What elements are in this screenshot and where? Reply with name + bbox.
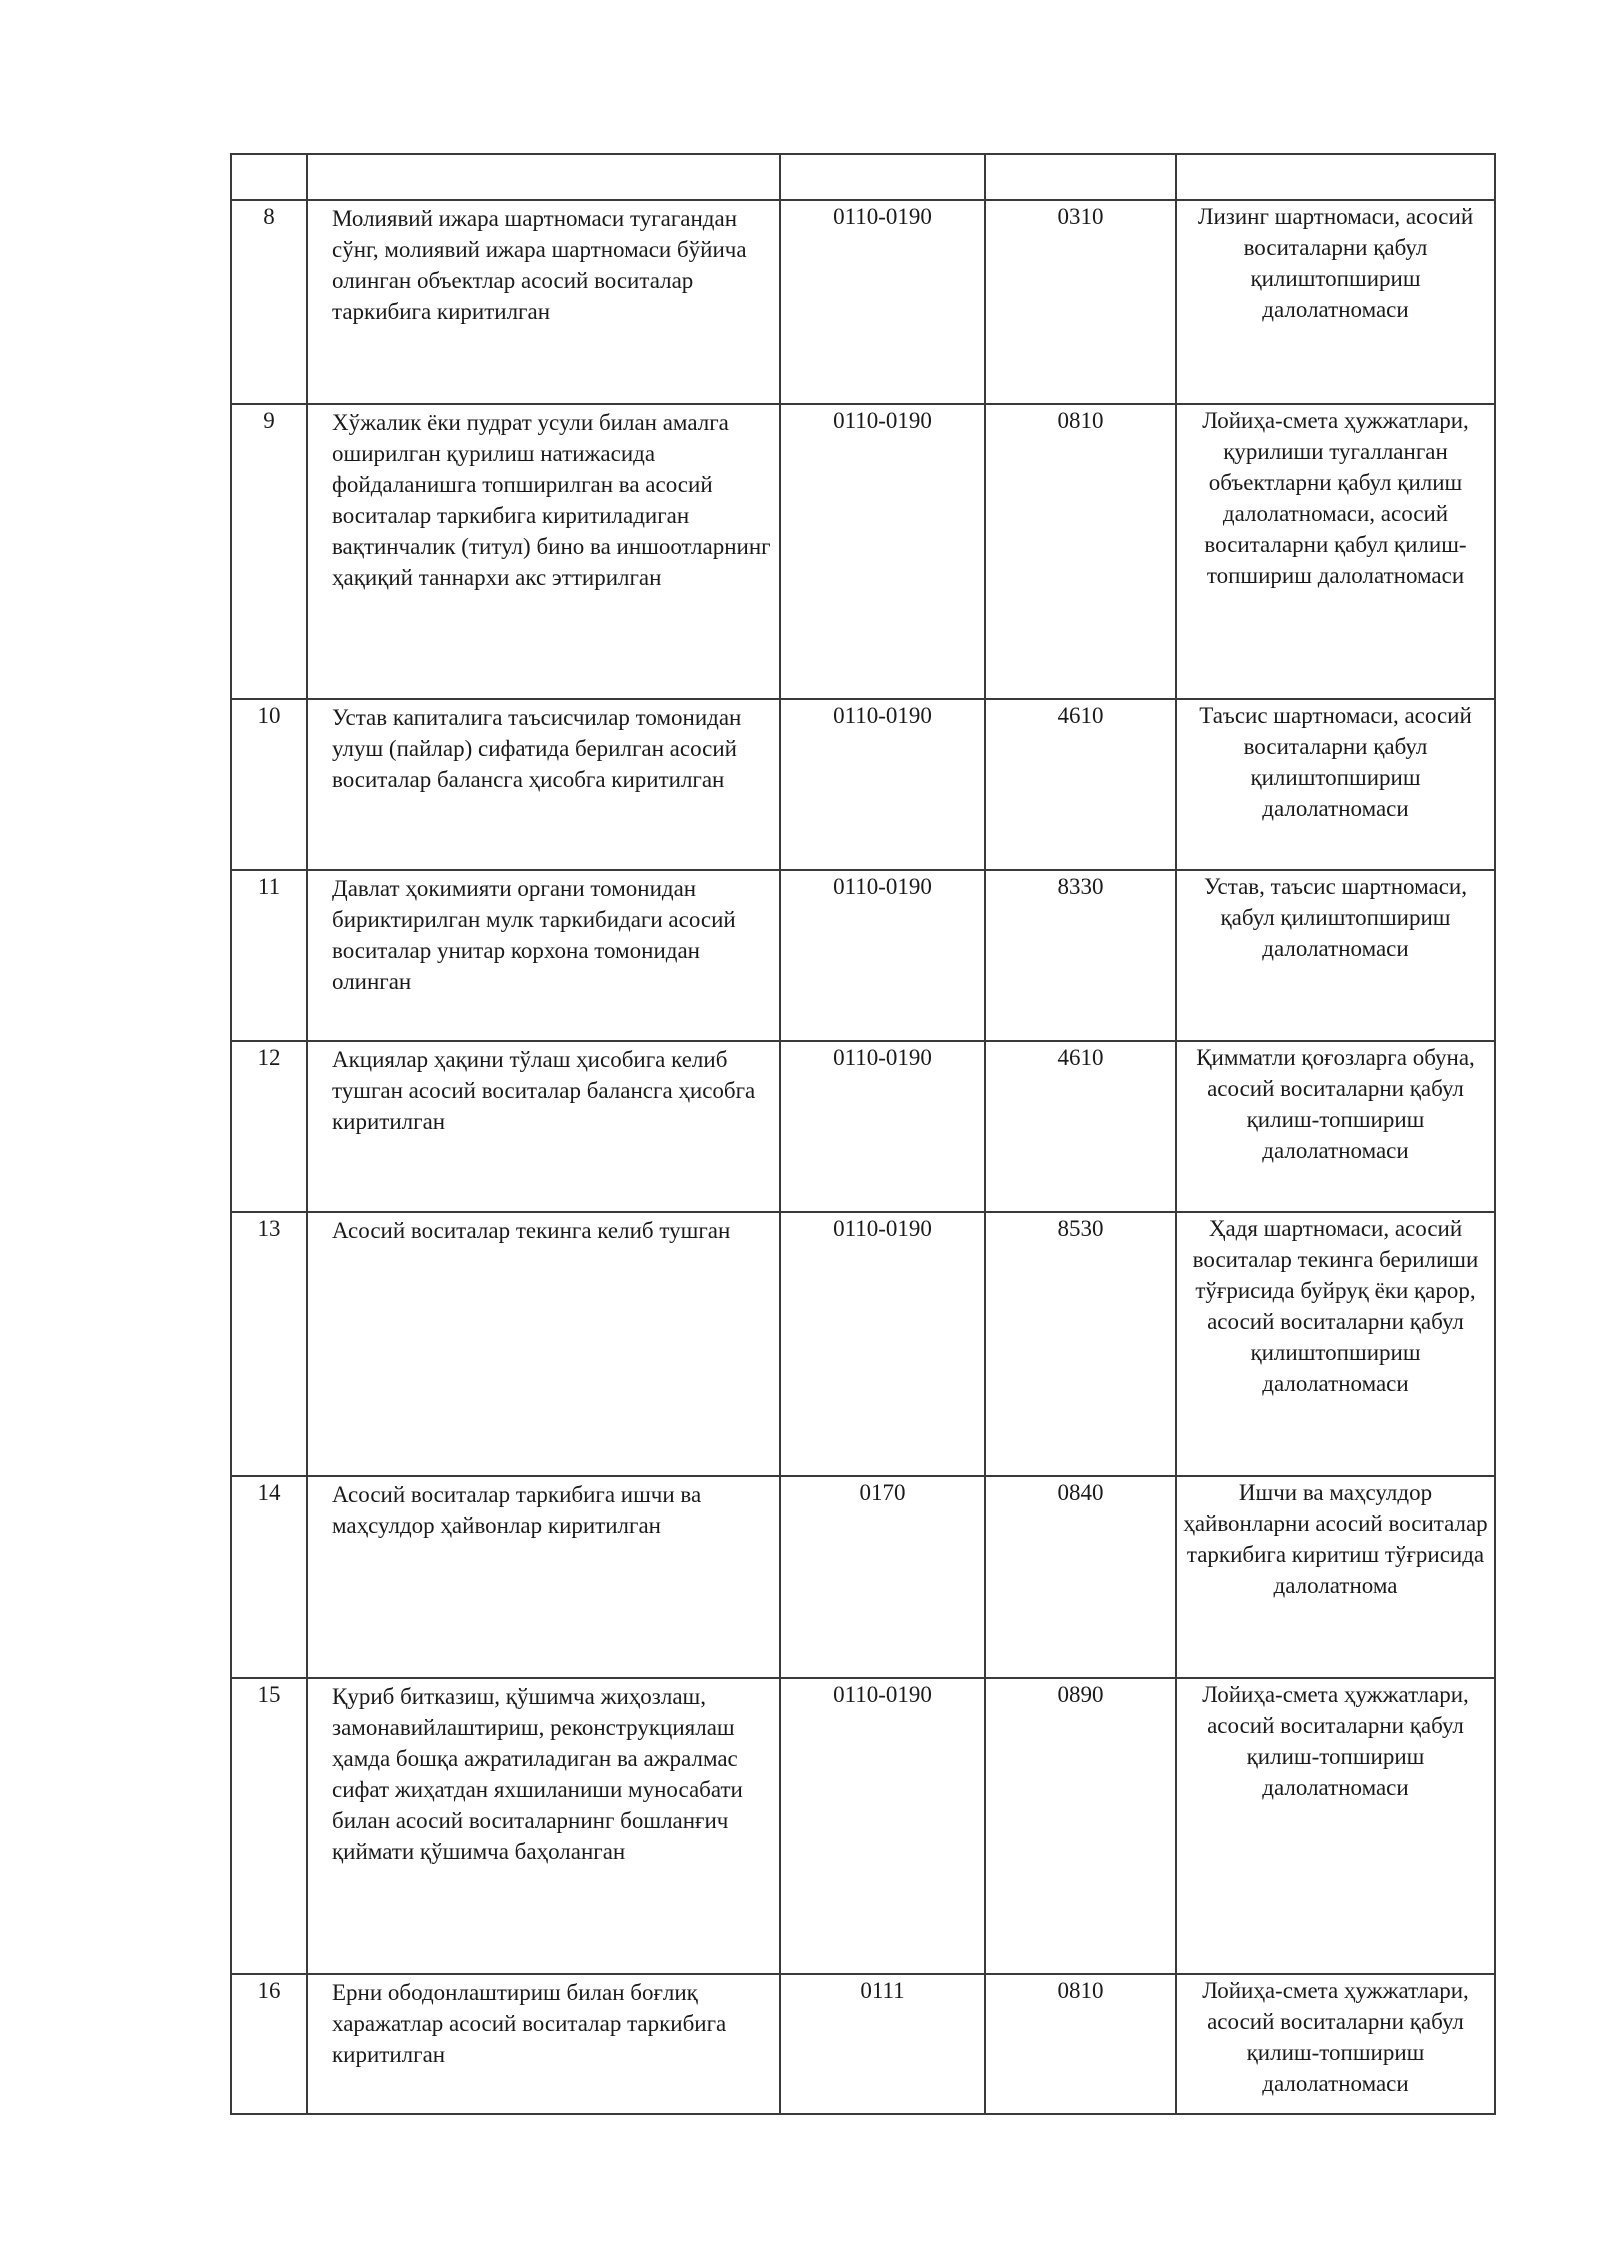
- header-cell-num: [231, 154, 307, 200]
- table-row: [231, 870, 1495, 1041]
- row-document: Қимматли қоғозларга обуна, асосий воситаларни қабул қилиш-топшириш далолатномаси: [1176, 1041, 1495, 1212]
- row-document: Лизинг шартномаси, асосий воситаларни қабул қилиштопшириш далолатномаси: [1176, 200, 1495, 404]
- row-number: 11: [231, 870, 307, 1041]
- row-credit-account: 8330: [985, 870, 1176, 1041]
- table-header-row: [231, 154, 1495, 200]
- row-credit-account: 0840: [985, 1476, 1176, 1678]
- row-credit-account: 0810: [985, 404, 1176, 699]
- row-description: Хўжалик ёки пудрат усули билан амалга оширилган қурилиш натижасида фойдаланишга топширилган ва асосий воситалар таркибига киритиладиган вақтинчалик (титул) бино ва иншоотларнинг ҳақиқий таннархи акс эттирилган: [307, 404, 780, 699]
- row-credit-account: 4610: [985, 1041, 1176, 1212]
- row-number: 13: [231, 1212, 307, 1476]
- row-document: Лойиҳа-смета ҳужжатлари, қурилиши тугалланган объектларни қабул қилиш далолатномаси, асосий воситаларни қабул қилиш-топшириш далолатномаси: [1176, 404, 1495, 699]
- row-debit-account: 0110-0190: [780, 1212, 985, 1476]
- row-document: Ҳадя шартномаси, асосий воситалар текинга берилиши тўғрисида буйруқ ёки қарор, асосий воситаларни қабул қилиштопшириш далолатномаси: [1176, 1212, 1495, 1476]
- row-document: Таъсис шартномаси, асосий воситаларни қабул қилиштопшириш далолатномаси: [1176, 699, 1495, 870]
- header-cell-desc: [307, 154, 780, 200]
- header-cell-debit: [780, 154, 985, 200]
- row-credit-account: 8530: [985, 1212, 1176, 1476]
- row-debit-account: 0110-0190: [780, 1041, 985, 1212]
- row-document: Устав, таъсис шартномаси, қабул қилиштопшириш далолатномаси: [1176, 870, 1495, 1041]
- row-number: 14: [231, 1476, 307, 1678]
- row-number: 15: [231, 1678, 307, 1974]
- row-credit-account: 0890: [985, 1678, 1176, 1974]
- row-debit-account: 0111: [780, 1974, 985, 2114]
- table-row: [231, 1974, 1495, 2114]
- row-number: 8: [231, 200, 307, 404]
- row-description: Давлат ҳокимияти органи томонидан бириктирилган мулк таркибидаги асосий воситалар унитар корхона томонидан олинган: [307, 870, 780, 1041]
- row-number: 9: [231, 404, 307, 699]
- row-credit-account: 0810: [985, 1974, 1176, 2114]
- table-row: [231, 1041, 1495, 1212]
- table-row: [231, 1212, 1495, 1476]
- table-row: [231, 200, 1495, 404]
- header-cell-doc: [1176, 154, 1495, 200]
- row-credit-account: 0310: [985, 200, 1176, 404]
- row-description: Устав капиталига таъсисчилар томонидан улуш (пайлар) сифатида берилган асосий воситалар балансга ҳисобга киритилган: [307, 699, 780, 870]
- row-credit-account: 4610: [985, 699, 1176, 870]
- row-number: 12: [231, 1041, 307, 1212]
- row-debit-account: 0110-0190: [780, 404, 985, 699]
- row-number: 10: [231, 699, 307, 870]
- row-description: Ерни ободонлаштириш билан боғлиқ харажатлар асосий воситалар таркибига киритилган: [307, 1974, 780, 2114]
- row-description: Қуриб битказиш, қўшимча жиҳозлаш, замонавийлаштириш, реконструкциялаш ҳамда бошқа ажратиладиган ва ажралмас сифат жиҳатдан яхшиланиши муносабати билан асосий воситаларнинг бошланғич қиймати қўшимча баҳоланган: [307, 1678, 780, 1974]
- table-row: [231, 1678, 1495, 1974]
- table-row: [231, 404, 1495, 699]
- row-debit-account: 0110-0190: [780, 699, 985, 870]
- row-description: Акциялар ҳақини тўлаш ҳисобига келиб тушган асосий воситалар балансга ҳисобга киритилган: [307, 1041, 780, 1212]
- table-row: [231, 1476, 1495, 1678]
- table-row: [231, 699, 1495, 870]
- row-debit-account: 0170: [780, 1476, 985, 1678]
- row-debit-account: 0110-0190: [780, 1678, 985, 1974]
- row-description: Молиявий ижара шартномаси тугагандан сўнг, молиявий ижара шартномаси бўйича олинган объектлар асосий воситалар таркибига киритилган: [307, 200, 780, 404]
- row-description: Асосий воситалар текинга келиб тушган: [307, 1212, 780, 1476]
- row-debit-account: 0110-0190: [780, 870, 985, 1041]
- transactions-table: [230, 153, 1496, 2115]
- row-number: 16: [231, 1974, 307, 2114]
- row-description: Асосий воситалар таркибига ишчи ва маҳсулдор ҳайвонлар киритилган: [307, 1476, 780, 1678]
- row-document: Лойиҳа-смета ҳужжатлари, асосий воситаларни қабул қилиш-топшириш далолатномаси: [1176, 1678, 1495, 1974]
- row-document: Лойиҳа-смета ҳужжатлари, асосий воситаларни қабул қилиш-топшириш далолатномаси: [1176, 1974, 1495, 2114]
- row-debit-account: 0110-0190: [780, 200, 985, 404]
- row-document: Ишчи ва маҳсулдор ҳайвонларни асосий воситалар таркибига киритиш тўғрисида далолатнома: [1176, 1476, 1495, 1678]
- header-cell-credit: [985, 154, 1176, 200]
